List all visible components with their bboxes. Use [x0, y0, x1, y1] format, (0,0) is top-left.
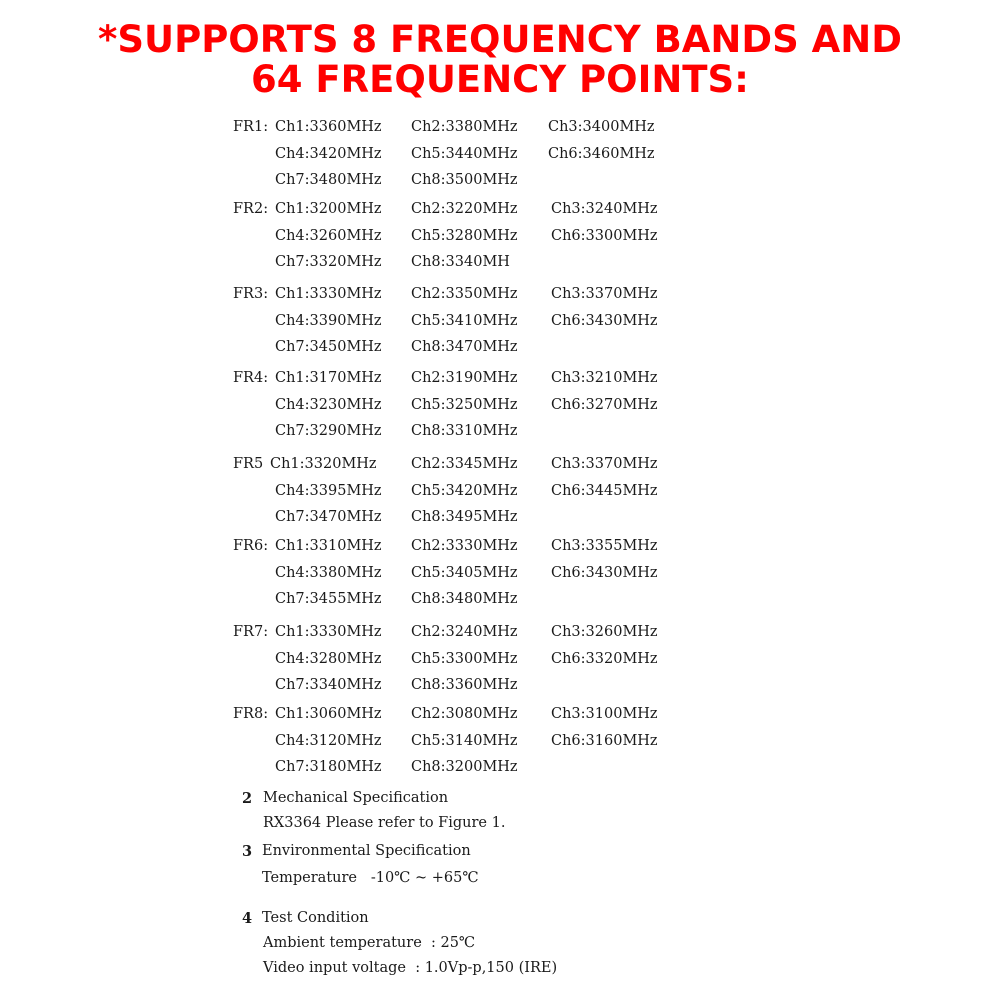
- channel: Ch5:3250MHz: [411, 397, 518, 413]
- band-fr7: [0, 624, 1000, 704]
- channel: Ch3:3370MHz: [551, 286, 658, 302]
- channel: Ch6:3430MHz: [551, 313, 658, 329]
- band-fr2: [0, 201, 1000, 281]
- band-fr8: [0, 706, 1000, 786]
- channel: Ch8:3495MHz: [411, 509, 518, 525]
- channel: Ch5:3140MHz: [411, 733, 518, 749]
- channel: Ch1:3360MHz: [275, 119, 382, 135]
- channel: Ch4:3280MHz: [275, 651, 382, 667]
- band-label: FR3:: [233, 286, 269, 302]
- channel: Ch5:3280MHz: [411, 228, 518, 244]
- channel: Ch6:3300MHz: [551, 228, 658, 244]
- channel: Ch2:3330MHz: [411, 538, 518, 554]
- channel: Ch3:3210MHz: [551, 370, 658, 386]
- channel: Ch8:3470MHz: [411, 339, 518, 355]
- ambient-temperature-line: Ambient temperature : 25℃: [263, 935, 476, 951]
- channel: Ch7:3340MHz: [275, 677, 382, 693]
- channel: Ch6:3430MHz: [551, 565, 658, 581]
- channel: Ch2:3190MHz: [411, 370, 518, 386]
- channel: Ch3:3355MHz: [551, 538, 658, 554]
- channel: Ch1:3200MHz: [275, 201, 382, 217]
- channel: Ch5:3300MHz: [411, 651, 518, 667]
- channel: Ch4:3395MHz: [275, 483, 382, 499]
- channel: Ch5:3440MHz: [411, 146, 518, 162]
- band-fr5: [0, 456, 1000, 536]
- channel: Ch2:3380MHz: [411, 119, 518, 135]
- band-fr3: [0, 286, 1000, 366]
- channel: Ch1:3060MHz: [275, 706, 382, 722]
- section-number-mechanical: 2: [242, 790, 253, 807]
- channel: Ch4:3230MHz: [275, 397, 382, 413]
- channel: Ch3:3240MHz: [551, 201, 658, 217]
- channel: Ch7:3455MHz: [275, 591, 382, 607]
- temperature-line: Temperature -10℃ ~ +65℃: [262, 870, 479, 886]
- section-title-mechanical: Mechanical Specification: [263, 790, 449, 806]
- channel: Ch8:3200MHz: [411, 759, 518, 775]
- channel: Ch3:3370MHz: [551, 456, 658, 472]
- channel: Ch6:3460MHz: [548, 146, 655, 162]
- headline-line-2: 64 FREQUENCY POINTS:: [251, 58, 749, 101]
- section-number-test: 4: [242, 910, 253, 927]
- channel: Ch2:3350MHz: [411, 286, 518, 302]
- channel: Ch8:3360MHz: [411, 677, 518, 693]
- channel: Ch2:3240MHz: [411, 624, 518, 640]
- band-label: FR6:: [233, 538, 269, 554]
- video-input-voltage-line: Video input voltage : 1.0Vp-p,150 (IRE): [263, 960, 558, 976]
- band-label: FR7:: [233, 624, 269, 640]
- band-fr1: [0, 119, 1000, 199]
- channel: Ch7:3290MHz: [275, 423, 382, 439]
- channel: Ch7:3320MHz: [275, 254, 382, 270]
- channel: Ch7:3470MHz: [275, 509, 382, 525]
- headline-line-1: *SUPPORTS 8 FREQUENCY BANDS AND: [98, 18, 902, 61]
- channel: Ch5:3420MHz: [411, 483, 518, 499]
- channel: Ch3:3400MHz: [548, 119, 655, 135]
- section-number-environmental: 3: [242, 843, 253, 860]
- channel: Ch7:3450MHz: [275, 339, 382, 355]
- channel: Ch5:3410MHz: [411, 313, 518, 329]
- section-title-test: Test Condition: [262, 910, 369, 926]
- channel: Ch7:3480MHz: [275, 172, 382, 188]
- channel: Ch8:3480MHz: [411, 591, 518, 607]
- channel: Ch1:3330MHz: [275, 286, 382, 302]
- channel: Ch2:3345MHz: [411, 456, 518, 472]
- channel: Ch2:3220MHz: [411, 201, 518, 217]
- channel: Ch3:3100MHz: [551, 706, 658, 722]
- channel: Ch8:3500MHz: [411, 172, 518, 188]
- channel: Ch6:3270MHz: [551, 397, 658, 413]
- band-label: FR5: [233, 456, 264, 472]
- channel: Ch4:3380MHz: [275, 565, 382, 581]
- channel: Ch1:3170MHz: [275, 370, 382, 386]
- channel: Ch2:3080MHz: [411, 706, 518, 722]
- channel: Ch7:3180MHz: [275, 759, 382, 775]
- channel: Ch4:3260MHz: [275, 228, 382, 244]
- channel: Ch1:3330MHz: [275, 624, 382, 640]
- channel: Ch4:3120MHz: [275, 733, 382, 749]
- band-label: FR8:: [233, 706, 269, 722]
- band-label: FR2:: [233, 201, 269, 217]
- channel: Ch8:3310MHz: [411, 423, 518, 439]
- channel: Ch1:3310MHz: [275, 538, 382, 554]
- band-label: FR4:: [233, 370, 269, 386]
- band-label: FR1:: [233, 119, 269, 135]
- channel: Ch1:3320MHz: [270, 456, 377, 472]
- band-fr4: [0, 370, 1000, 450]
- channel: Ch3:3260MHz: [551, 624, 658, 640]
- channel: Ch6:3320MHz: [551, 651, 658, 667]
- channel: Ch5:3405MHz: [411, 565, 518, 581]
- section-title-environmental: Environmental Specification: [262, 843, 471, 859]
- channel: Ch4:3420MHz: [275, 146, 382, 162]
- channel: Ch4:3390MHz: [275, 313, 382, 329]
- channel: Ch6:3445MHz: [551, 483, 658, 499]
- mechanical-spec-line: RX3364 Please refer to Figure 1.: [263, 815, 506, 831]
- channel: Ch8:3340MH: [411, 254, 510, 270]
- channel: Ch6:3160MHz: [551, 733, 658, 749]
- headline: [0, 20, 1000, 100]
- band-fr6: [0, 538, 1000, 618]
